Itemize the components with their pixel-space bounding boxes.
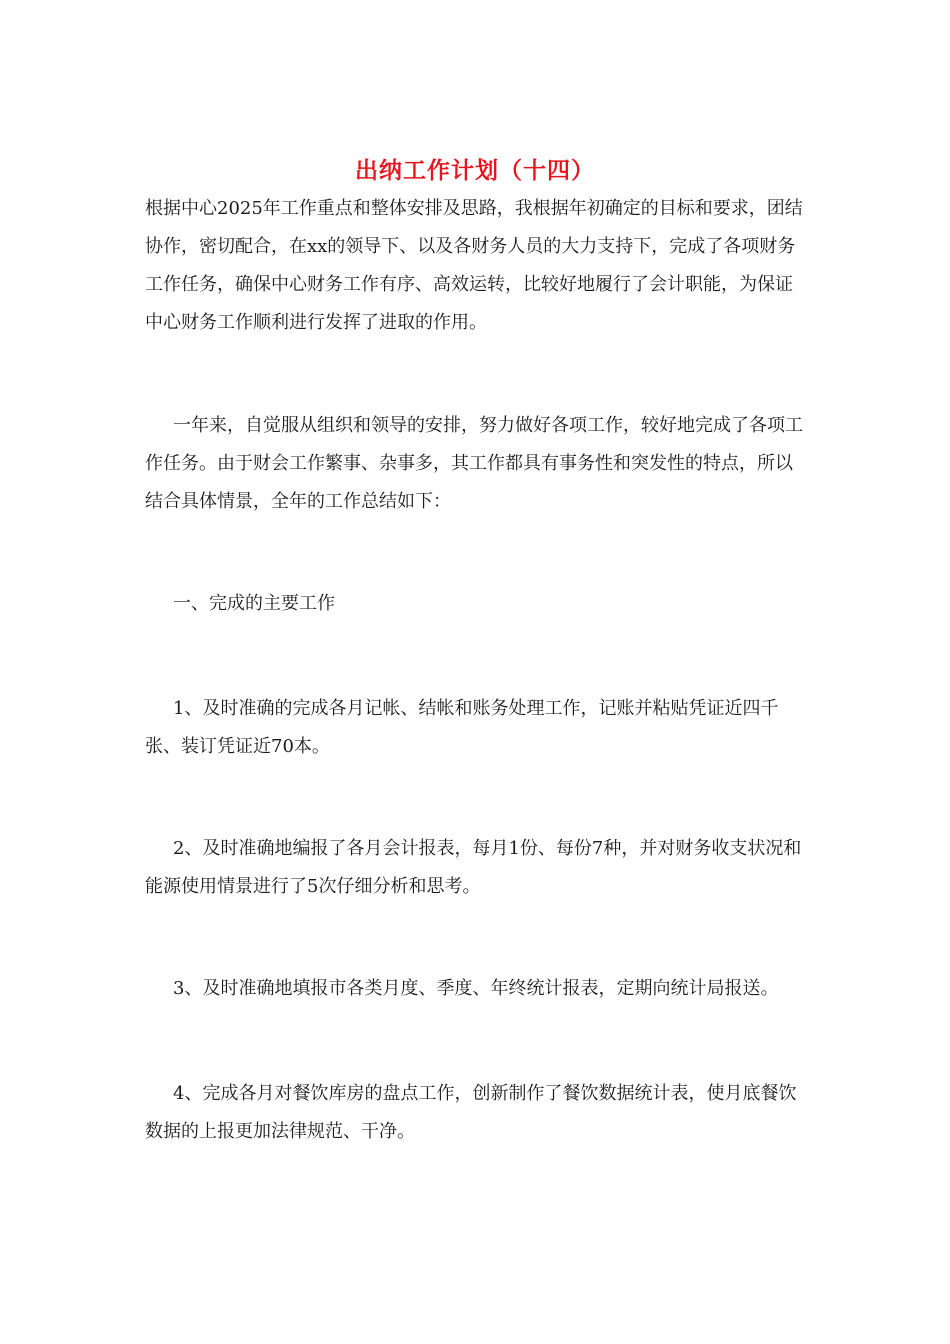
document-title: 出纳工作计划（十四） — [355, 157, 595, 184]
paragraph-intro: 根据中心2025年工作重点和整体安排及思路，我根据年初确定的目标和要求，团结协作，密切配合，在xx的领导下、以及各财务人员的大力支持下，完成了各项财务工作任务，确保中心财务工作有序、高效运转，比较好地履行了会计职能，为保证中心财务工作顺利进行发挥了进取的作用。 — [145, 198, 803, 333]
section-heading: 一、完成的主要工作 — [173, 593, 335, 614]
list-item: 1、及时准确的完成各月记帐、结帐和账务处理工作，记账并粘贴凭证近四千张、装订凭证近70本。 — [145, 698, 779, 757]
list-item: 2、及时准确地编报了各月会计报表，每月1份、每份7种，并对财务收支状况和能源使用情景进行了5次仔细分析和思考。 — [145, 838, 802, 897]
paragraph-summary: 一年来，自觉服从组织和领导的安排，努力做好各项工作，较好地完成了各项工作任务。由于财会工作繁事、杂事多，其工作都具有事务性和突发性的特点，所以结合具体情景，全年的工作总结如下： — [145, 415, 803, 512]
list-item: 3、及时准确地填报市各类月度、季度、年终统计报表，定期向统计局报送。 — [173, 978, 779, 999]
list-item: 4、完成各月对餐饮库房的盘点工作，创新制作了餐饮数据统计表，使月底餐饮数据的上报更加法律规范、干净。 — [145, 1083, 797, 1142]
